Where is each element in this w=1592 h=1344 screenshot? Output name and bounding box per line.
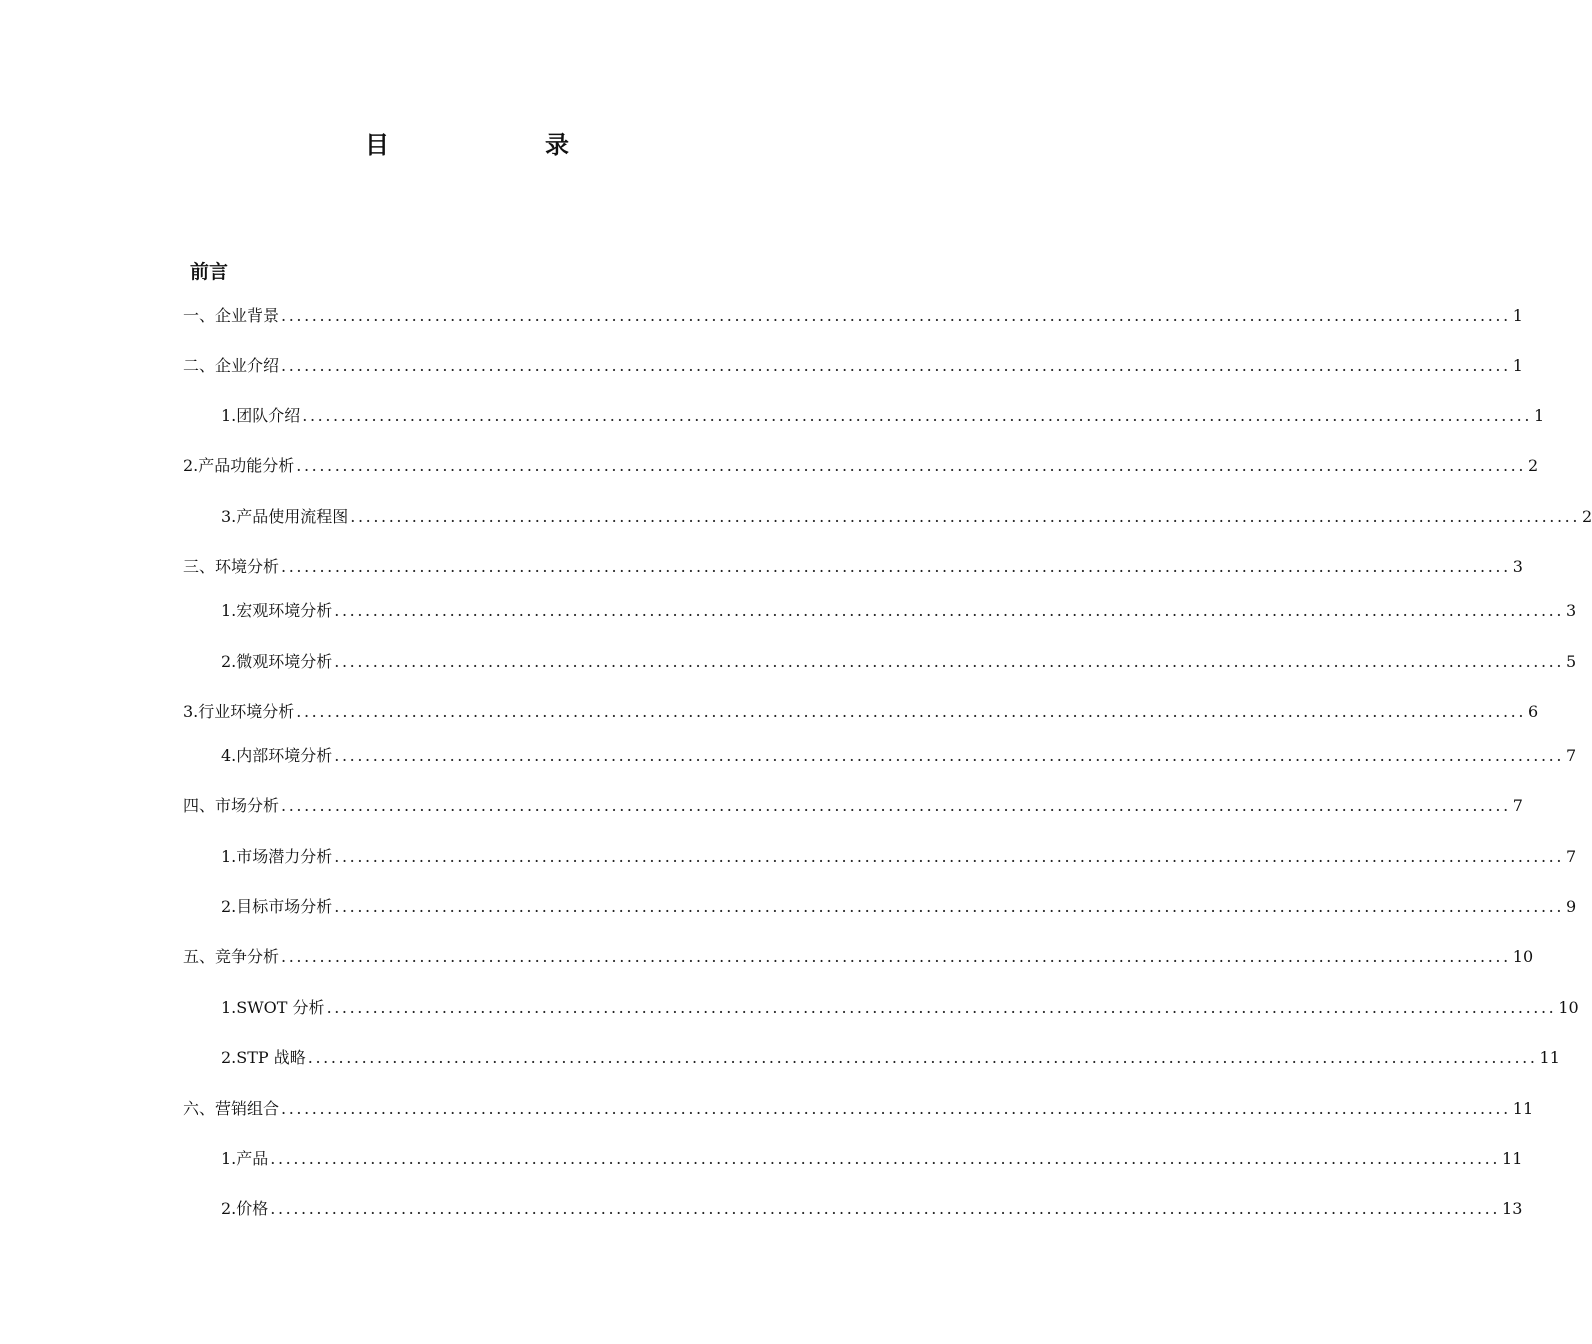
toc-leader: ................................................................................................................................................................: [326, 998, 1557, 1017]
toc-page-number: 7: [1566, 746, 1577, 765]
toc-entry-label: 3.行业环境分析: [183, 702, 295, 721]
toc-entry-micro-environment[interactable]: [221, 651, 1577, 673]
toc-entry-label: 2.价格: [221, 1199, 269, 1218]
toc-entry-label: 三、环境分析: [183, 557, 280, 576]
toc-entry-environment-analysis[interactable]: [183, 556, 1523, 578]
toc-leader: ................................................................................................................................................................: [334, 897, 1565, 916]
toc-leader: ................................................................................................................................................................: [270, 1199, 1501, 1218]
toc-entry-label: 1.SWOT 分析: [221, 998, 325, 1017]
toc-leader: ................................................................................................................................................................: [334, 601, 1565, 620]
toc-leader: ................................................................................................................................................................: [281, 356, 1511, 375]
toc-leader: ................................................................................................................................................................: [281, 1099, 1511, 1118]
toc-entry-corporate-introduction[interactable]: [183, 355, 1523, 377]
toc-page-number: 1: [1534, 406, 1545, 425]
toc-entry-market-potential[interactable]: [221, 846, 1577, 868]
toc-page-number: 11: [1512, 1099, 1534, 1118]
toc-leader: ................................................................................................................................................................: [334, 847, 1565, 866]
toc-leader: ................................................................................................................................................................: [270, 1149, 1501, 1168]
toc-leader: ................................................................................................................................................................: [307, 1048, 1538, 1067]
toc-entry-internal-environment[interactable]: [221, 745, 1577, 767]
toc-leader: ................................................................................................................................................................: [281, 306, 1511, 325]
toc-entry-target-market[interactable]: [221, 896, 1577, 918]
toc-page-number: 6: [1528, 702, 1539, 721]
toc-entry-corporate-background[interactable]: [183, 305, 1523, 327]
toc-entry-label: 1.团队介绍: [221, 406, 301, 425]
toc-entry-product-flowchart[interactable]: [221, 506, 1592, 528]
toc-page-number: 5: [1566, 652, 1577, 671]
toc-entry-label: 4.内部环境分析: [221, 746, 333, 765]
preface-heading: 前言: [190, 261, 229, 283]
toc-entry-team-introduction[interactable]: [221, 405, 1545, 427]
toc-entry-stp-strategy[interactable]: [221, 1047, 1560, 1069]
toc-page-number: 2: [1528, 456, 1539, 475]
toc-page-number: 11: [1539, 1048, 1560, 1067]
toc-entry-macro-environment[interactable]: [221, 600, 1577, 622]
toc-leader: ................................................................................................................................................................: [302, 406, 1533, 425]
toc-page-number: 1: [1512, 356, 1523, 375]
toc-leader: ................................................................................................................................................................: [281, 557, 1511, 576]
toc-page-number: 10: [1512, 947, 1534, 966]
toc-page-number: 10: [1558, 998, 1579, 1017]
page-title: 目 录: [365, 131, 635, 159]
toc-page-number: 2: [1582, 507, 1592, 526]
toc-entry-label: 2.微观环境分析: [221, 652, 333, 671]
toc-entry-label: 2.目标市场分析: [221, 897, 333, 916]
toc-page-number: 1: [1512, 306, 1523, 325]
toc-entry-product[interactable]: [221, 1148, 1523, 1170]
toc-page-number: 7: [1512, 796, 1523, 815]
toc-entry-label: 五、竞争分析: [183, 947, 280, 966]
toc-entry-label: 四、市场分析: [183, 796, 280, 815]
toc-leader: ................................................................................................................................................................: [334, 746, 1565, 765]
toc-entry-label: 1.宏观环境分析: [221, 601, 333, 620]
toc-entry-product-function-analysis[interactable]: [183, 455, 1539, 477]
toc-leader: ................................................................................................................................................................: [334, 652, 1565, 671]
toc-page-number: 7: [1566, 847, 1577, 866]
toc-entry-competition-analysis[interactable]: [183, 946, 1534, 968]
toc-page-number: 9: [1566, 897, 1577, 916]
toc-entry-label: 1.市场潜力分析: [221, 847, 333, 866]
toc-entry-marketing-mix[interactable]: [183, 1098, 1534, 1120]
toc-entry-label: 二、企业介绍: [183, 356, 280, 375]
toc-leader: ................................................................................................................................................................: [296, 702, 1527, 721]
toc-entry-market-analysis[interactable]: [183, 795, 1523, 817]
toc-entry-industry-environment[interactable]: [183, 701, 1539, 723]
toc-leader: ................................................................................................................................................................: [350, 507, 1581, 526]
toc-leader: ................................................................................................................................................................: [296, 456, 1527, 475]
toc-page-number: 13: [1502, 1199, 1523, 1218]
toc-entry-label: 六、营销组合: [183, 1099, 280, 1118]
toc-leader: ................................................................................................................................................................: [281, 947, 1511, 966]
toc-entry-label: 2.产品功能分析: [183, 456, 295, 475]
toc-entry-label: 一、企业背景: [183, 306, 280, 325]
toc-page-number: 3: [1566, 601, 1577, 620]
toc-leader: ................................................................................................................................................................: [281, 796, 1511, 815]
toc-entry-label: 3.产品使用流程图: [221, 507, 349, 526]
toc-page-number: 11: [1502, 1149, 1523, 1168]
toc-entry-swot-analysis[interactable]: [221, 997, 1579, 1019]
toc-entry-label: 1.产品: [221, 1149, 269, 1168]
toc-entry-label: 2.STP 战略: [221, 1048, 306, 1067]
toc-page-number: 3: [1512, 557, 1523, 576]
toc-entry-price[interactable]: [221, 1198, 1523, 1220]
